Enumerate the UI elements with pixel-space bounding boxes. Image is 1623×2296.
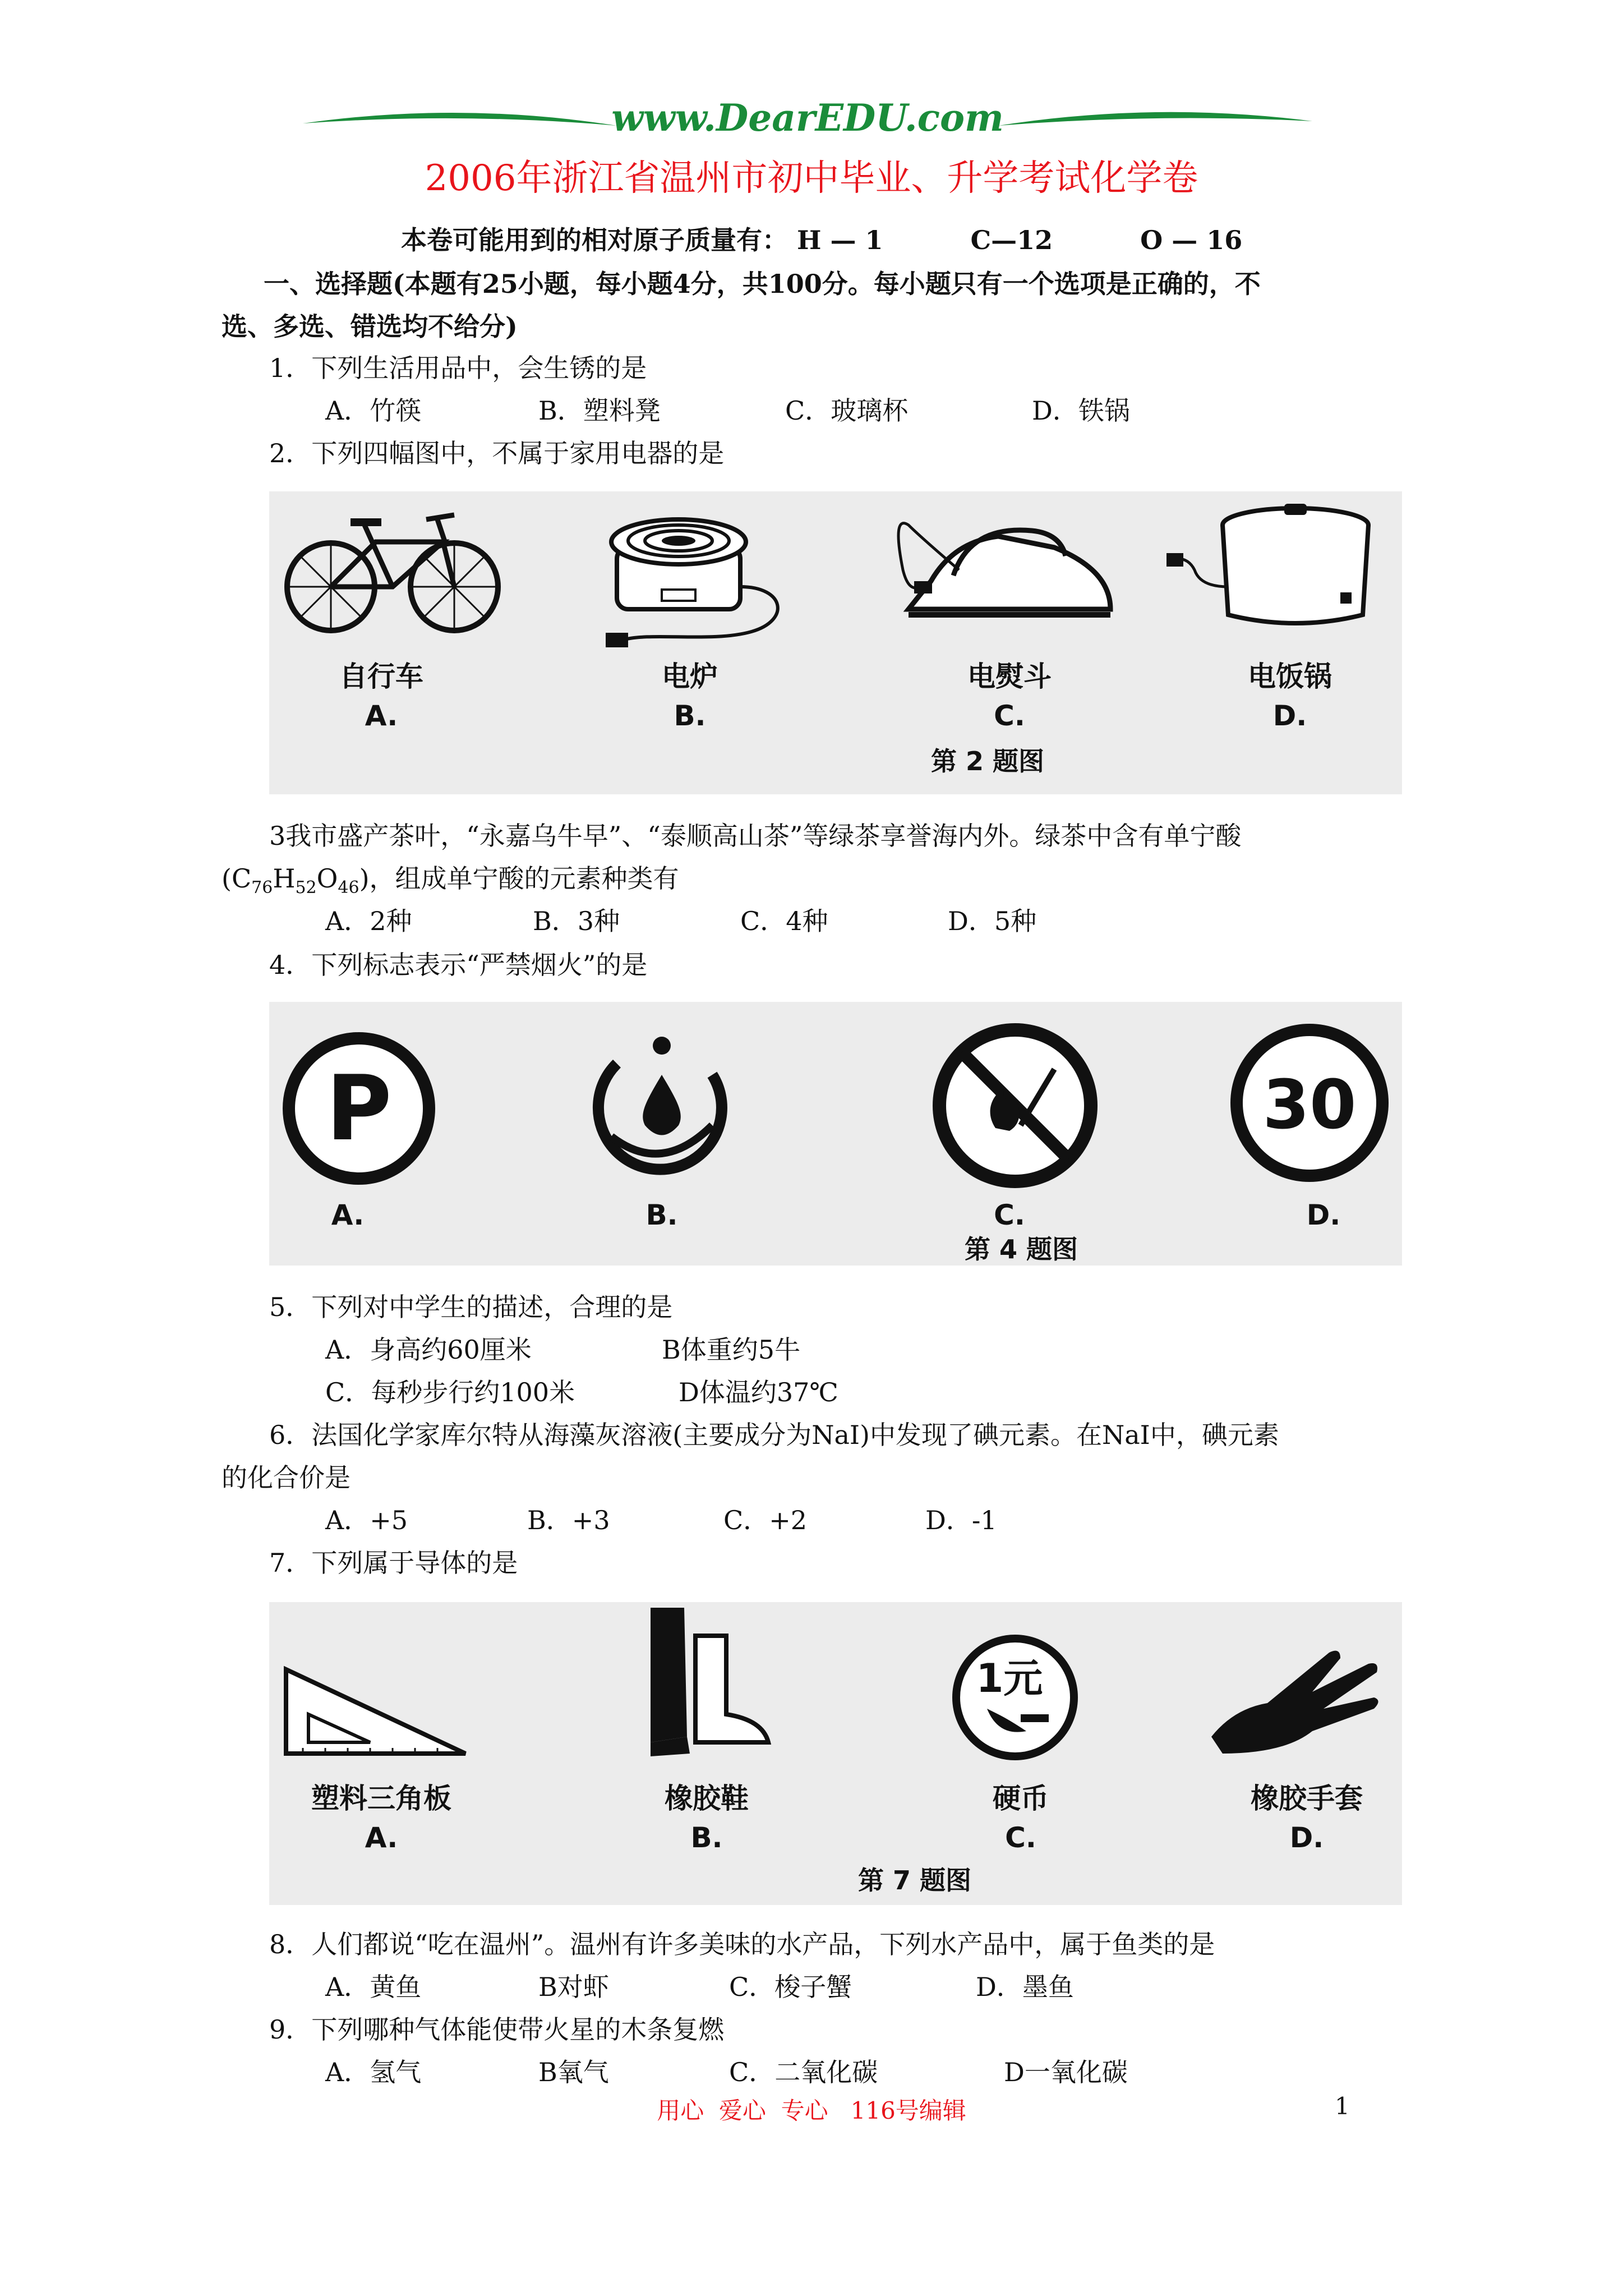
q3-option-b: B．3种 bbox=[533, 906, 620, 936]
q9-options bbox=[325, 2055, 1279, 2089]
rice-cooker-image bbox=[1166, 503, 1391, 637]
q8-options bbox=[325, 1970, 1279, 2004]
atomic-mass-h: H — 1 bbox=[797, 225, 883, 255]
q4-letter-a: A. bbox=[331, 1199, 365, 1231]
banner-swoosh-left bbox=[303, 107, 617, 140]
q4-letter-d: D. bbox=[1306, 1199, 1341, 1231]
speed-limit-sign bbox=[1223, 1016, 1396, 1190]
q7-label-a: 塑料三角板 bbox=[311, 1782, 451, 1815]
q5-option-c: C．每秒步行约100米 bbox=[325, 1377, 575, 1407]
q3-formula-o-sub: 46 bbox=[338, 878, 359, 898]
q6-stem-line2: 的化合价是 bbox=[222, 1462, 351, 1493]
banner-swoosh-right bbox=[998, 107, 1312, 140]
q3-formula-c: (C bbox=[222, 863, 252, 894]
q7-label-d: 橡胶手套 bbox=[1251, 1782, 1363, 1815]
q8-option-b: B对虾 bbox=[538, 1972, 609, 2002]
q3-stem-line1: 3我市盛产茶叶，“永嘉乌牛早”、“泰顺高山茶”等绿茶享誉海内外。绿茶中含有单宁酸 bbox=[269, 821, 1242, 851]
header-banner bbox=[303, 95, 1312, 163]
section1-heading-line1: 一、选择题(本题有25小题，每小题4分，共100分。每小题只有一个选项是正确的，不 bbox=[264, 269, 1261, 299]
rubber-gloves-image bbox=[1200, 1641, 1391, 1765]
water-saving-sign bbox=[583, 1030, 740, 1187]
no-fire-sign bbox=[925, 1016, 1105, 1195]
page-title: 2006年浙江省温州市初中毕业、升学考试化学卷 bbox=[425, 158, 1198, 199]
q9-option-b: B氧气 bbox=[538, 2057, 609, 2087]
q7-letter-b: B. bbox=[690, 1821, 723, 1854]
q2-letter-c: C. bbox=[994, 700, 1025, 732]
q7-letter-c: C. bbox=[1005, 1821, 1036, 1854]
q6-option-a: A．+5 bbox=[325, 1505, 408, 1535]
q2-stem: 2．下列四幅图中，不属于家用电器的是 bbox=[269, 438, 725, 468]
q6-stem-line1: 6．法国化学家库尔特从海藻灰溶液(主要成分为NaI)中发现了碘元素。在NaI中，碘元素 bbox=[269, 1420, 1279, 1450]
plastic-triangle-image bbox=[280, 1658, 482, 1770]
coin-image bbox=[948, 1630, 1082, 1765]
q4-stem: 4．下列标志表示“严禁烟火”的是 bbox=[269, 950, 648, 980]
q1-options bbox=[325, 394, 1279, 427]
q7-figure-caption: 第 7 题图 bbox=[858, 1865, 972, 1895]
q8-option-c: C．梭子蟹 bbox=[729, 1972, 852, 2002]
q6-option-c: C．+2 bbox=[723, 1505, 808, 1535]
rubber-boots-image bbox=[634, 1602, 780, 1770]
q4-figure-caption: 第 4 题图 bbox=[965, 1234, 1078, 1264]
q2-figure-caption: 第 2 题图 bbox=[931, 746, 1045, 776]
q2-label-a: 自行车 bbox=[339, 660, 423, 693]
q7-letter-d: D. bbox=[1289, 1821, 1324, 1854]
q4-figure bbox=[269, 1002, 1402, 1266]
q3-formula-h-sub: 52 bbox=[295, 878, 317, 898]
page-number: 1 bbox=[1335, 2092, 1350, 2120]
q9-option-a: A．氢气 bbox=[325, 2057, 422, 2087]
q3-stem-line2 bbox=[222, 862, 679, 905]
q9-option-d: D一氧化碳 bbox=[1004, 2057, 1128, 2087]
q1-option-a: A．竹筷 bbox=[325, 395, 422, 426]
section1-heading-line2: 选、多选、错选均不给分) bbox=[222, 311, 518, 342]
bicycle-image bbox=[280, 503, 505, 637]
q1-option-d: D．铁锅 bbox=[1032, 395, 1130, 426]
q7-label-c: 硬币 bbox=[993, 1782, 1049, 1815]
q7-stem: 7．下列属于导体的是 bbox=[269, 1548, 518, 1578]
q2-label-c: 电熨斗 bbox=[967, 660, 1052, 693]
footer-text: 用心 爱心 专心 116号编辑 bbox=[657, 2097, 966, 2124]
q9-option-c: C．二氧化碳 bbox=[729, 2057, 878, 2087]
parking-sign bbox=[275, 1024, 443, 1193]
q2-figure bbox=[269, 491, 1402, 794]
coin-text: 1元 bbox=[976, 1655, 1043, 1701]
q5-options-row1 bbox=[325, 1333, 1279, 1366]
q1-option-b: B．塑料凳 bbox=[538, 395, 661, 426]
q8-stem: 8．人们都说“吃在温州”。温州有许多美味的水产品，下列水产品中，属于鱼类的是 bbox=[269, 1929, 1215, 1959]
q9-stem: 9．下列哪种气体能使带火星的木条复燃 bbox=[269, 2014, 725, 2045]
electric-iron-image bbox=[886, 503, 1133, 637]
electric-stove-image bbox=[583, 491, 819, 660]
q3-options bbox=[325, 904, 1279, 938]
q5-option-d: D体温约37℃ bbox=[679, 1377, 838, 1407]
q1-stem: 1．下列生活用品中，会生锈的是 bbox=[269, 353, 647, 383]
q7-letter-a: A. bbox=[365, 1821, 398, 1854]
q8-option-a: A．黄鱼 bbox=[325, 1972, 422, 2002]
q2-letter-b: B. bbox=[674, 700, 706, 732]
atomic-mass-label: 本卷可能用到的相对原子质量有： bbox=[401, 225, 788, 255]
q6-options bbox=[325, 1503, 1279, 1537]
q1-option-c: C．玻璃杯 bbox=[785, 395, 909, 426]
atomic-mass-c: C—12 bbox=[970, 225, 1053, 255]
q3-option-c: C．4种 bbox=[740, 906, 828, 936]
q3-option-a: A．2种 bbox=[325, 906, 412, 936]
q5-stem: 5．下列对中学生的描述，合理的是 bbox=[269, 1292, 673, 1322]
q5-option-a: A．身高约60厘米 bbox=[325, 1335, 532, 1365]
q2-letter-a: A. bbox=[365, 700, 398, 732]
site-logo-text: www.DearEDU.com bbox=[611, 96, 1004, 140]
q2-letter-d: D. bbox=[1272, 700, 1307, 732]
speed-limit-number: 30 bbox=[1262, 1066, 1357, 1144]
q3-stem-tail: )，组成单宁酸的元素种类有 bbox=[359, 863, 679, 894]
atomic-mass-line bbox=[401, 223, 1242, 257]
q3-formula-h: H bbox=[273, 863, 296, 894]
q3-formula-o: O bbox=[316, 863, 338, 894]
q5-options-row2 bbox=[325, 1375, 1279, 1409]
q2-label-d: 电饭锅 bbox=[1248, 660, 1332, 693]
q3-formula-c-sub: 76 bbox=[251, 878, 273, 898]
q3-option-d: D．5种 bbox=[948, 906, 1037, 936]
q5-option-b: B体重约5牛 bbox=[662, 1335, 801, 1365]
q2-label-b: 电炉 bbox=[662, 660, 718, 693]
q4-letter-c: C. bbox=[994, 1199, 1025, 1231]
q6-option-b: B．+3 bbox=[527, 1505, 610, 1535]
parking-sign-letter: P bbox=[326, 1056, 392, 1161]
q7-label-b: 橡胶鞋 bbox=[665, 1782, 749, 1815]
q4-letter-b: B. bbox=[645, 1199, 678, 1231]
q8-option-d: D．墨鱼 bbox=[976, 1972, 1074, 2002]
q6-option-d: D．-1 bbox=[925, 1505, 997, 1535]
atomic-mass-o: O — 16 bbox=[1140, 225, 1243, 255]
q7-figure bbox=[269, 1602, 1402, 1905]
